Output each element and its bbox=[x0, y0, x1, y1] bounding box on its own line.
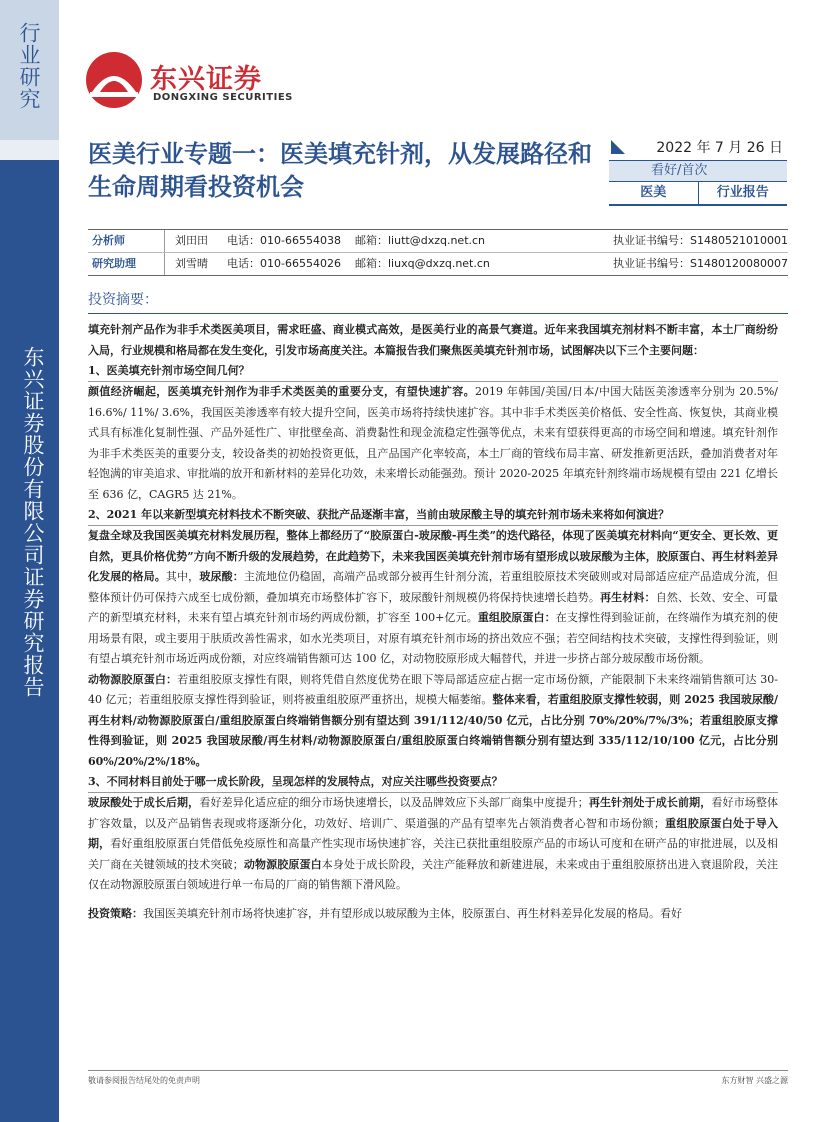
overall-forecast: 整体来看，若重组胶原支撑性较弱，则 2025 我国玻尿酸/再生材料/动物源胶原蛋白/重组胶原蛋白终端销售额分别有望达到 391/112/40/50 亿元，占比分别 70%/20%/7%/3%；若重组胶原支撑性得到验证，则 2025 我国玻尿酸/再生材料/动物源胶原蛋白/重组胶原蛋白终端销售额分别有望达到 335/112/10/100 亿元，占比分别 60%/20%/2%/18%。 bbox=[88, 693, 778, 768]
report-date-row bbox=[609, 136, 787, 160]
analyst-license: 执业证书编号：S1480120080007 bbox=[613, 257, 788, 270]
report-title: 医美行业专题一：医美填充针剂，从发展路径和生命周期看投资机会 bbox=[88, 140, 592, 201]
logo-name-cn: 东兴证券 bbox=[150, 64, 262, 95]
paragraph-1 bbox=[88, 382, 778, 505]
rating: 看好/首次 bbox=[609, 160, 787, 181]
report-date: 2022 年 7 月 26 日 bbox=[656, 140, 783, 156]
report-meta bbox=[609, 136, 787, 206]
meta-tags bbox=[609, 181, 787, 206]
recombinant-label: 重组胶原蛋白： bbox=[477, 611, 556, 624]
sidebar-category-block bbox=[0, 0, 59, 140]
analyst-role: 分析师 bbox=[88, 230, 165, 252]
paragraph-2b bbox=[88, 670, 778, 773]
analyst-phone: 电话：010-66554026 bbox=[227, 257, 341, 270]
regenerative-label: 再生材料： bbox=[600, 590, 656, 604]
paragraph-1-lead: 颜值经济崛起，医美填充针剂作为非手术类医美的重要分支，有望快速扩容。 bbox=[88, 385, 476, 398]
analyst-email: 邮箱：liuxq@dxzq.net.cn bbox=[355, 257, 490, 270]
stage-hyaluronic: 玻尿酸处于成长后期， bbox=[88, 796, 200, 809]
animal-collagen-label: 动物源胶原蛋白： bbox=[88, 672, 178, 686]
page-footer bbox=[88, 1070, 788, 1086]
paragraph-3 bbox=[88, 793, 778, 896]
report-type-tag: 行业报告 bbox=[716, 185, 769, 200]
regenerative-text: 自然、长效、安全、可量产的新型填充材料，未来有望占填充针剂市场约两成份额，扩容至 100+亿元。 bbox=[88, 590, 778, 624]
analyst-phone: 电话：010-66554038 bbox=[227, 234, 341, 247]
question-1: 1、医美填充针剂市场空间几何？ bbox=[88, 361, 778, 382]
analyst-row bbox=[88, 230, 788, 253]
stage-animal-text: 本身处于成长阶段，关注产能释放和新建进展，未来或由于重组胶原挤出进入衰退阶段，关注仅在动物源胶原蛋白领域进行单一布局的厂商的销售额下滑风险。 bbox=[88, 857, 779, 891]
section-heading: 投资摘要： bbox=[88, 289, 788, 314]
analyst-table bbox=[88, 229, 788, 276]
sidebar-company-block bbox=[0, 160, 59, 1122]
hyaluronic-text: 主流地位仍稳固，高端产品或部分被再生针剂分流，若重组胶原技术突破则或对局部适应症产品造成分流，但整体预计仍可保持六成至七成份额，叠加填充市场整体扩容下，玻尿酸针剂规模仍将保持快速增长趋势。 bbox=[88, 570, 779, 604]
paragraph-strategy bbox=[88, 904, 778, 925]
sidebar bbox=[0, 0, 59, 1122]
question-2: 2、2021 年以来新型填充材料技术不断突破、获批产品逐渐丰富，当前由玻尿酸主导的填充针剂市场未来将如何演进？ bbox=[88, 505, 778, 526]
sidebar-company: 东兴证券股份有限公司证券研究报告 bbox=[21, 346, 45, 698]
corner-triangle-icon bbox=[611, 140, 625, 154]
analyst-email: 邮箱：liutt@dxzq.net.cn bbox=[355, 234, 486, 247]
disclaimer-note: 敬请参阅报告结尾处的免责声明 bbox=[88, 1076, 200, 1085]
animal-collagen-text: 若重组胶原支撑性有限，则将凭借自然度优势在眼下等局部适应症占据一定市场份额，产能限制下未来终端销售额可达 30-40 亿元；若重组胶原支撑性得到验证，则将被重组胶原严重挤出，规模大幅萎缩。 bbox=[88, 672, 778, 706]
stage-hyaluronic-text: 看好差异化适应症的细分市场快速增长，以及品牌效应下头部厂商集中度提升； bbox=[199, 796, 589, 809]
paragraph-2-lead: 复盘全球及我国医美填充材料发展历程，整体上都经历了“胶原蛋白-玻尿酸-再生类”的迭代路径，体现了医美填充材料向“更安全、更长效、更自然，更具价格优势”方向不断升级的发展趋势，在此趋势下，未来我国医美填充针剂市场有望形成以玻尿酸为主体，胶原蛋白、再生材料差异化发展的格局。 bbox=[88, 529, 778, 583]
analyst-license: 执业证书编号：S1480521010001 bbox=[613, 234, 788, 247]
stage-recombinant: 重组胶原蛋白处于导入期， bbox=[88, 816, 779, 850]
report-body bbox=[88, 320, 778, 924]
sector-tag: 医美 bbox=[609, 182, 699, 204]
paragraph-2 bbox=[88, 526, 778, 670]
footer-slogan: 东方财智 兴盛之源 bbox=[721, 1076, 788, 1085]
analyst-name: 刘雪晴 bbox=[175, 257, 208, 270]
hyaluronic-label: 玻尿酸： bbox=[199, 570, 244, 583]
company-logo-icon bbox=[84, 50, 144, 114]
stage-regenerative: 再生针剂处于成长前期， bbox=[588, 796, 712, 809]
analyst-name: 刘田田 bbox=[175, 234, 208, 247]
intro-paragraph: 填充针剂产品作为非手术类医美项目，需求旺盛、商业模式高效，是医美行业的高景气赛道。近年来我国填充剂材料不断丰富，本土厂商纷纷入局，行业规模和格局都在发生变化，引发市场高度关注。本篇报告我们聚焦医美填充针剂市场，试图解决以下三个主要问题： bbox=[88, 323, 778, 357]
paragraph-2-text: 其中， bbox=[165, 570, 200, 583]
stage-recombinant-text: 看好重组胶原蛋白凭借低免疫原性和高量产性实现市场快速扩容，关注已获批重组胶原产品的市场认可度和在研产品的审批进展，以及相关厂商在关键领域的技术突破； bbox=[88, 837, 778, 871]
sidebar-category: 行业研究 bbox=[17, 22, 41, 110]
stage-animal: 动物源胶原蛋白 bbox=[243, 857, 322, 871]
strategy-label: 投资策略： bbox=[88, 906, 143, 920]
stage-regenerative-text: 看好市场整体扩容效量，以及产品销售表现或将逐渐分化，功效好、培训广、渠道强的产品有望率先占领消费者心智和市场份额； bbox=[88, 796, 779, 830]
strategy-text: 我国医美填充针剂市场将快速扩容，并有望形成以玻尿酸为主体，胶原蛋白、再生材料差异化发展的格局。看好 bbox=[143, 906, 682, 920]
analyst-role: 研究助理 bbox=[88, 253, 165, 275]
analyst-row bbox=[88, 253, 788, 275]
question-3: 3、不同材料目前处于哪一成长阶段，呈现怎样的发展特点，对应关注哪些投资要点？ bbox=[88, 772, 778, 793]
logo-name-en: DONGXING SECURITIES bbox=[153, 92, 293, 103]
paragraph-1-text: 2019 年韩国/美国/日本/中国大陆医美渗透率分别为 20.5%/ 16.6%/ 11%/ 3.6%，我国医美渗透率有较大提升空间，医美市场将持续快速扩容。其中非手术类医美价格低、安全性高、恢复快，其商业模式具有标准化复制性强、产品外延性广、审批壁垒高、消费黏性和现金流稳定性强等优点，未来有望获得更高的市场空间和增速。填充针剂作为非手术类医美的重要分支，较设备类的初始投资更低，且产品国产化率较高，本土厂商的管线布局丰富、研发推新更活跃，叠加消费者对年轻饱满的审美追求、审批端的放开和新材料的差异化功效，未来增长动能强劲。预计 2020-2025 年填充针剂终端市场规模有望由 221 亿增长至 636 亿，CAGR5 达 21%。 bbox=[88, 385, 778, 501]
recombinant-text: 在支撑性得到验证前，在终端作为填充剂的使用场景有限，或主要用于肤质改善性需求，如水光类项目，对原有填充针剂市场的挤出效应不强；若空间结构技术突破，支撑性得到验证，则有望占填充针剂市场近两成份额，对应终端销售额可达 100 亿，对动物胶原形成大幅替代，并进一步挤占部分玻尿酸市场份额。 bbox=[88, 611, 779, 665]
